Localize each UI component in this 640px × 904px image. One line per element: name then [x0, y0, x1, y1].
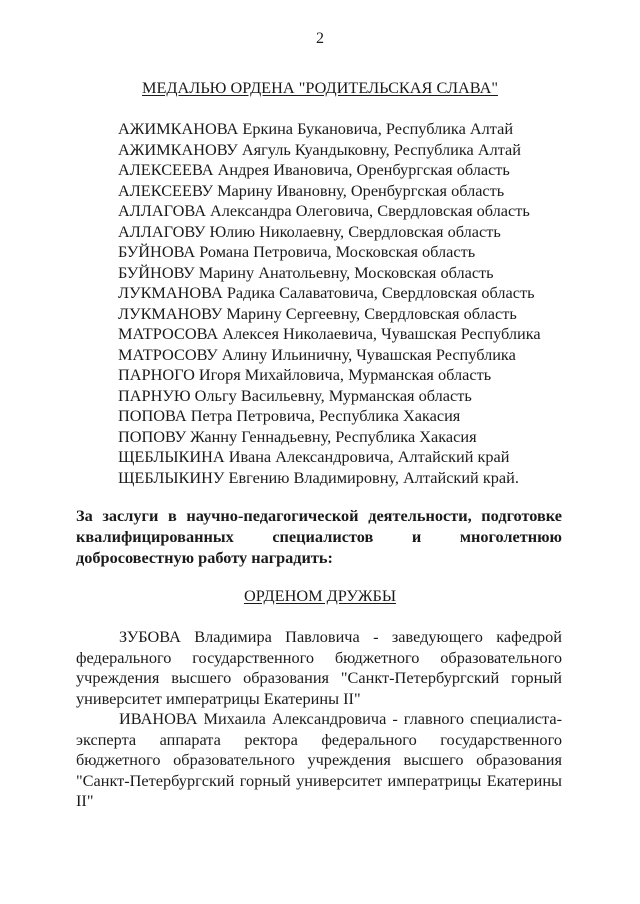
list-item: ЩЕБЛЫКИНУ Евгению Владимировну, Алтайский край. — [118, 467, 519, 487]
list-item: МАТРОСОВУ Алину Ильиничну, Чувашская Республика — [118, 344, 516, 364]
list-item: ЛУКМАНОВУ Марину Сергеевну, Свердловская область — [118, 303, 517, 323]
list-item: АЛЕКСЕЕВУ Марину Ивановну, Оренбургская область — [118, 180, 505, 200]
award-entry: ИВАНОВА Михаила Александровича - главного специалиста-эксперта аппарата ректора федерального государственного бюджетного образовательного учреждения высшего образования "Санкт-Петербургский горный университет императрицы Екатерины II" — [76, 709, 562, 810]
award-entry: ЗУБОВА Владимира Павловича - заведующего кафедрой федерального государственного бюджетного образовательного учреждения высшего образования "Санкт-Петербургский горный университет императрицы Екатерины II" — [76, 627, 562, 708]
list-item: ПОПОВУ Жанну Геннадьевну, Республика Хакасия — [118, 426, 477, 446]
recipient-list — [118, 119, 541, 488]
list-item: АЖИМКАНОВУ Аягуль Куандыковну, Республика Алтай — [118, 139, 521, 159]
list-item: АЛЕКСЕЕВА Андрея Ивановича, Оренбургская область — [118, 160, 510, 179]
list-item: АЛЛАГОВА Александра Олеговича, Свердловская область — [118, 201, 530, 220]
list-item: ПАРНОГО Игоря Михайловича, Мурманская область — [118, 365, 492, 384]
list-item: БУЙНОВУ Марину Анатольевну, Московская область — [118, 262, 494, 282]
list-item: МАТРОСОВА Алексея Николаевича, Чувашская Республика — [118, 324, 541, 343]
list-item: ПОПОВА Петра Петровича, Республика Хакасия — [118, 406, 461, 425]
list-item: ПАРНУЮ Ольгу Васильевну, Мурманская область — [118, 385, 472, 405]
list-item: БУЙНОВА Романа Петровича, Московская область — [118, 242, 476, 261]
list-item: АЖИМКАНОВА Еркина Букановича, Республика Алтай — [118, 119, 514, 138]
list-item: ЩЕБЛЫКИНА Ивана Александровича, Алтайский край — [118, 447, 510, 466]
list-item: АЛЛАГОВУ Юлию Николаевну, Свердловская область — [118, 221, 501, 241]
merit-statement: За заслуги в научно-педагогической деятельности, подготовке квалифицированных специалистов и многолетнюю добросовестную работу наградить: — [76, 506, 562, 567]
section-heading-order-of-friendship: ОРДЕНОМ ДРУЖБЫ — [243, 586, 397, 605]
section-heading-parental-glory-medal: МЕДАЛЬЮ ОРДЕНА "РОДИТЕЛЬСКАЯ СЛАВА" — [142, 78, 498, 97]
list-item: ЛУКМАНОВА Радика Салаватовича, Свердловская область — [118, 283, 535, 302]
page-number: 2 — [316, 30, 324, 47]
